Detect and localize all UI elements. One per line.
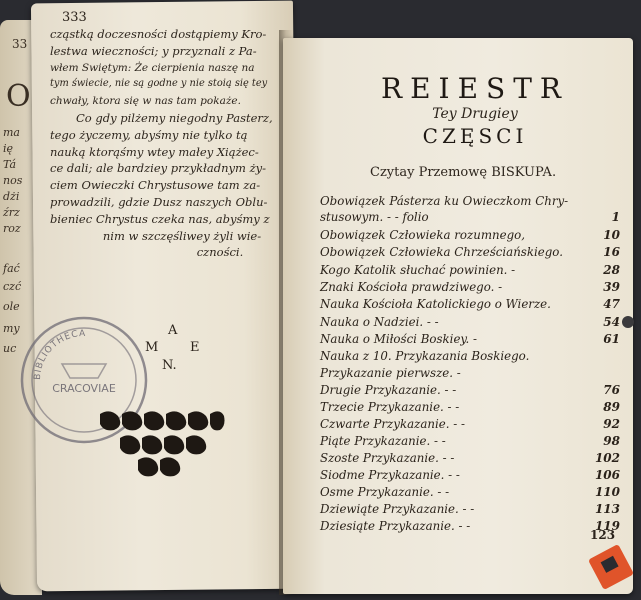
register-heading: Czytay Przemowę BISKUPA.: [370, 165, 557, 180]
back-page-fragment: nos: [3, 174, 23, 187]
left-page-number: 333: [62, 10, 87, 25]
toc-entry-title: Znaki Kościoła prawdziwego. -: [320, 280, 503, 294]
text-line: cząstką doczesności dostąpiemy Kro-: [50, 27, 267, 41]
text-line: bieniec Chrystus czeka nas, abyśmy z: [50, 211, 270, 226]
text-line: lestwa wieczności; y przyznali z Pa-: [50, 43, 257, 58]
toc-entry-title: Siodme Przykazanie. - -: [320, 468, 460, 482]
toc-entry-title: Dziesiąte Przykazanie. - -: [320, 519, 471, 533]
toc-entry-title: Nauka o Miłości Boskiey. -: [320, 332, 478, 346]
register-title: REIESTR: [381, 72, 569, 105]
toc-entry: [320, 194, 620, 211]
toc-entry-title: Drugie Przykazanie. - -: [320, 383, 457, 397]
bookmark-tab-icon: [586, 540, 641, 590]
toc-entry-page: 1: [611, 210, 620, 224]
toc-entry-title: Przykazanie pierwsze. -: [320, 366, 461, 380]
toc-entry-title: stusowym. - - folio: [320, 210, 429, 224]
finis-letter-m: M: [145, 340, 159, 355]
text-line: nauką ktorąśmy wtey małey Xiążec-: [50, 144, 259, 159]
toc-entry-page: 106: [594, 468, 620, 482]
toc-entry: [320, 228, 620, 245]
toc-entry-title: Trzecie Przykazanie. - -: [320, 400, 460, 414]
toc-entry-page: 92: [603, 417, 620, 431]
toc-entry-title: Dziewiąte Przykazanie. - -: [320, 502, 475, 516]
toc-entry-page: 102: [594, 451, 620, 465]
back-page-number: 33: [12, 37, 28, 51]
back-page-fragment: fać: [3, 262, 20, 275]
back-page-fragment: ię: [3, 142, 14, 155]
finis-letter-e: E: [190, 340, 200, 355]
back-page-fragment: my: [3, 322, 20, 335]
toc-entry-title: Obowiązek Człowieka rozumnego,: [320, 228, 525, 242]
toc-entry-title: Osme Przykazanie. - -: [320, 485, 450, 499]
stamp-arc-text: BIBLIOTHECA: [32, 328, 87, 381]
toc-entry-page: 54: [603, 315, 620, 329]
text-line: nim w szczęśliwey żyli wie-: [102, 228, 262, 243]
back-page-fragment: Tá: [3, 158, 17, 171]
back-page-fragment: uc: [3, 342, 17, 355]
toc-entry: [320, 280, 620, 297]
toc-entry-page: 76: [603, 383, 620, 397]
back-page-fragment: czć: [3, 280, 22, 293]
toc-entry: [320, 297, 620, 314]
text-line: Co gdy pilżemy niegodny Pasterz,: [76, 110, 273, 125]
toc-entry-title: Nauka Kościoła Katolickiego o Wierze.: [320, 297, 551, 311]
toc-entry-title: Obowiązek Człowieka Chrześciańskiego.: [320, 245, 563, 259]
toc-entry: [320, 315, 620, 332]
toc-entry: [320, 366, 620, 383]
text-line: włem Swiętym: Że cierpienia naszę na: [50, 61, 255, 74]
toc-entry: [320, 332, 620, 349]
left-page-text: [50, 26, 282, 261]
toc-entry-page: 10: [603, 228, 620, 242]
toc-entry-page: 28: [603, 263, 620, 277]
toc-entry-page: 110: [594, 485, 620, 499]
toc-entry: [320, 383, 620, 400]
toc-entry: [320, 485, 620, 502]
toc-entry-page: 39: [603, 280, 620, 294]
back-page-fragment: dżi: [3, 190, 20, 203]
back-page-fragment: źrz: [3, 206, 20, 219]
toc-entry: [320, 349, 620, 366]
toc-entry: [320, 245, 620, 262]
toc-entry: [320, 434, 620, 451]
toc-entry-page: 47: [603, 297, 620, 311]
toc-entry-page: 16: [603, 245, 620, 259]
toc-entry-title: Obowiązek Pásterza ku Owieczkom Chry-: [320, 194, 569, 208]
text-line: tego życzemy, abyśmy nie tylko tą: [50, 127, 248, 142]
toc-entry-title: Szoste Przykazanie. - -: [320, 451, 455, 465]
register-part-label: CZĘSCI: [422, 124, 528, 148]
toc-entry-title: Piąte Przykazanie. - -: [320, 434, 446, 448]
text-line: chwały, ktora się w nas tam pokaże.: [50, 95, 241, 108]
finis-letter-a: A: [168, 323, 178, 338]
text-line: ce dali; ale bardziey przykładnym ży-: [50, 161, 267, 176]
text-line: ciem Owieczki Chrystusowe tam za-: [50, 178, 261, 193]
back-page-fragment: ma: [3, 126, 20, 139]
toc-entry: [320, 417, 620, 434]
toc-entry-page: 119: [594, 519, 620, 533]
typographic-ornament-icon: [98, 410, 228, 480]
text-line: tym świecie, nie są godne y nie stoią się tey: [50, 78, 268, 90]
text-line: prowadzili, gdzie Dusz naszych Oblu-: [50, 194, 268, 209]
toc-entry: [320, 263, 620, 280]
back-page-drop-cap: O: [6, 79, 31, 114]
toc-entry-title: Kogo Katolik słuchać powinien. -: [320, 263, 516, 277]
toc-entry: [320, 400, 620, 417]
text-line: czności.: [196, 245, 244, 260]
binder-clip-icon: [618, 300, 638, 380]
toc-entry: [320, 502, 620, 519]
toc-entry: [320, 468, 620, 485]
toc-entry-page: 98: [603, 434, 620, 448]
back-page-fragment: roz: [3, 222, 21, 235]
toc-entry-title: Nauka z 10. Przykazania Boskiego.: [320, 349, 530, 363]
toc-entry-title: Czwarte Przykazanie. - -: [320, 417, 465, 431]
toc-entry-page: 113: [594, 502, 620, 516]
finis-letter-n: N.: [162, 358, 177, 373]
toc-entry: [320, 519, 620, 536]
register-subtitle: Tey Drugiey: [432, 106, 518, 122]
stamp-city-text: CRACOVIAE: [52, 382, 116, 395]
toc-entry-page: 89: [603, 400, 620, 414]
toc-entry: [320, 451, 620, 468]
toc-entry-page: 61: [603, 332, 620, 346]
toc-entry: [320, 210, 620, 227]
back-page-fragment: ole: [3, 300, 20, 313]
toc-trailing-number: 123: [590, 528, 616, 542]
toc-entry-title: Nauka o Nadziei. - -: [320, 315, 439, 329]
